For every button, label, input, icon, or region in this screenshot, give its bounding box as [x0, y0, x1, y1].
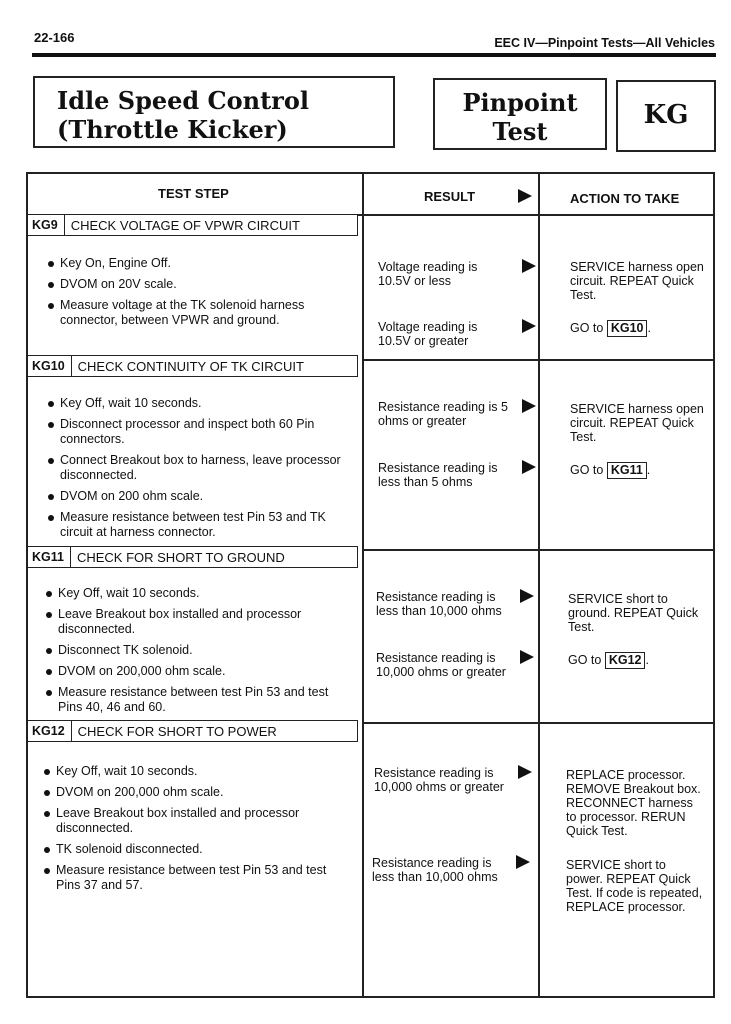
title-line-2: (Throttle Kicker)	[57, 115, 288, 144]
page-number: 22-166	[34, 30, 75, 45]
action-text: SERVICE harness open circuit. REPEAT Quick Test.	[570, 402, 704, 444]
step-title: CHECK CONTINUITY OF TK CIRCUIT	[77, 358, 304, 374]
row-divider-2	[362, 549, 713, 551]
list-item: Disconnect processor and inspect both 60 Pin connectors.	[46, 417, 346, 447]
action-goto: GO to KG12 .	[568, 653, 649, 667]
list-item: DVOM on 20V scale.	[46, 277, 336, 292]
column-header-test-step: TEST STEP	[158, 186, 229, 201]
list-item: Disconnect TK solenoid.	[44, 643, 344, 658]
goto-label: GO to	[570, 321, 604, 335]
test-code: KG	[643, 100, 689, 130]
step-header-kg12	[28, 720, 358, 742]
arrow-icon	[516, 855, 530, 869]
list-item: Leave Breakout box installed and processor disconnected.	[44, 607, 344, 637]
arrow-icon	[518, 765, 532, 779]
step-id: KG12	[28, 721, 72, 741]
step-header-kg10	[28, 355, 358, 377]
arrow-icon	[522, 399, 536, 413]
list-item: Key On, Engine Off.	[46, 256, 336, 271]
result-text: Resistance reading is 10,000 ohms or greater	[374, 766, 504, 794]
arrow-icon	[522, 259, 536, 273]
result-text: Voltage reading is 10.5V or greater	[378, 320, 478, 348]
column-divider-1	[362, 174, 364, 996]
list-item: Measure resistance between test Pin 53 and TK circuit at harness connector.	[46, 510, 346, 540]
step-header-kg11	[28, 546, 358, 568]
list-item: DVOM on 200 ohm scale.	[46, 489, 346, 504]
goto-step-link[interactable]: KG12	[605, 652, 646, 669]
step-bullets-kg10	[46, 396, 346, 546]
list-item: Measure resistance between test Pin 53 and test Pins 40, 46 and 60.	[44, 685, 344, 715]
result-text: Voltage reading is 10.5V or less	[378, 260, 478, 288]
step-header-kg9	[28, 214, 358, 236]
arrow-icon	[522, 319, 536, 333]
action-text: SERVICE harness open circuit. REPEAT Quick Test.	[570, 260, 704, 302]
list-item: Measure voltage at the TK solenoid harness connector, between VPWR and ground.	[46, 298, 336, 328]
result-text: Resistance reading is less than 10,000 ohms	[376, 590, 502, 618]
column-header-result: RESULT	[424, 189, 476, 204]
result-text: Resistance reading is 5 ohms or greater	[378, 400, 508, 428]
action-goto: GO to KG10 .	[570, 321, 651, 335]
step-bullets-kg9	[46, 256, 336, 334]
step-bullets-kg12	[42, 764, 342, 899]
goto-label: GO to	[570, 463, 604, 477]
list-item: Key Off, wait 10 seconds.	[42, 764, 342, 779]
list-item: Key Off, wait 10 seconds.	[46, 396, 346, 411]
test-table	[26, 172, 715, 998]
list-item: DVOM on 200,000 ohm scale.	[42, 785, 342, 800]
goto-label: GO to	[568, 653, 602, 667]
step-id: KG9	[28, 215, 65, 235]
page-title	[57, 86, 309, 144]
pinpoint-box	[433, 78, 607, 150]
column-header-action: ACTION TO TAKE	[570, 191, 680, 206]
test-code-box	[616, 80, 716, 152]
step-bullets-kg11	[44, 586, 344, 721]
arrow-icon	[518, 189, 532, 203]
result-text: Resistance reading is 10,000 ohms or greater	[376, 651, 506, 679]
list-item: Measure resistance between test Pin 53 and test Pins 37 and 57.	[42, 863, 342, 893]
list-item: Connect Breakout box to harness, leave processor disconnected.	[46, 453, 346, 483]
result-text: Resistance reading is less than 10,000 ohms	[372, 856, 498, 884]
step-title: CHECK VOLTAGE OF VPWR CIRCUIT	[70, 217, 300, 233]
arrow-icon	[522, 460, 536, 474]
list-item: Leave Breakout box installed and processor disconnected.	[42, 806, 342, 836]
arrow-icon	[520, 589, 534, 603]
row-divider-1	[362, 359, 713, 361]
title-line-1: Idle Speed Control	[57, 86, 309, 115]
list-item: Key Off, wait 10 seconds.	[44, 586, 344, 601]
pinpoint-label	[435, 88, 605, 146]
action-text: SERVICE short to ground. REPEAT Quick Test.	[568, 592, 699, 634]
pinpoint-line-2: Test	[492, 117, 548, 146]
step-id: KG11	[28, 547, 71, 567]
title-box	[33, 76, 395, 148]
step-title: CHECK FOR SHORT TO POWER	[77, 723, 277, 739]
result-text: Resistance reading is less than 5 ohms	[378, 461, 498, 489]
step-title: CHECK FOR SHORT TO GROUND	[76, 549, 285, 565]
header-rule	[32, 53, 716, 57]
goto-step-link[interactable]: KG10	[607, 320, 648, 337]
running-header: EEC IV—Pinpoint Tests—All Vehicles	[494, 36, 715, 50]
column-divider-2	[538, 174, 540, 996]
action-goto: GO to KG11 .	[570, 463, 651, 477]
row-divider-3	[362, 722, 713, 724]
list-item: DVOM on 200,000 ohm scale.	[44, 664, 344, 679]
goto-step-link[interactable]: KG11	[607, 462, 647, 479]
pinpoint-line-1: Pinpoint	[462, 88, 578, 117]
list-item: TK solenoid disconnected.	[42, 842, 342, 857]
action-text: SERVICE short to power. REPEAT Quick Test. If code is repeated, REPLACE processor.	[566, 858, 703, 914]
arrow-icon	[520, 650, 534, 664]
action-text: REPLACE processor. REMOVE Breakout box. RECONNECT harness to processor. RERUN Quick Test.	[566, 768, 701, 838]
step-id: KG10	[28, 356, 72, 376]
